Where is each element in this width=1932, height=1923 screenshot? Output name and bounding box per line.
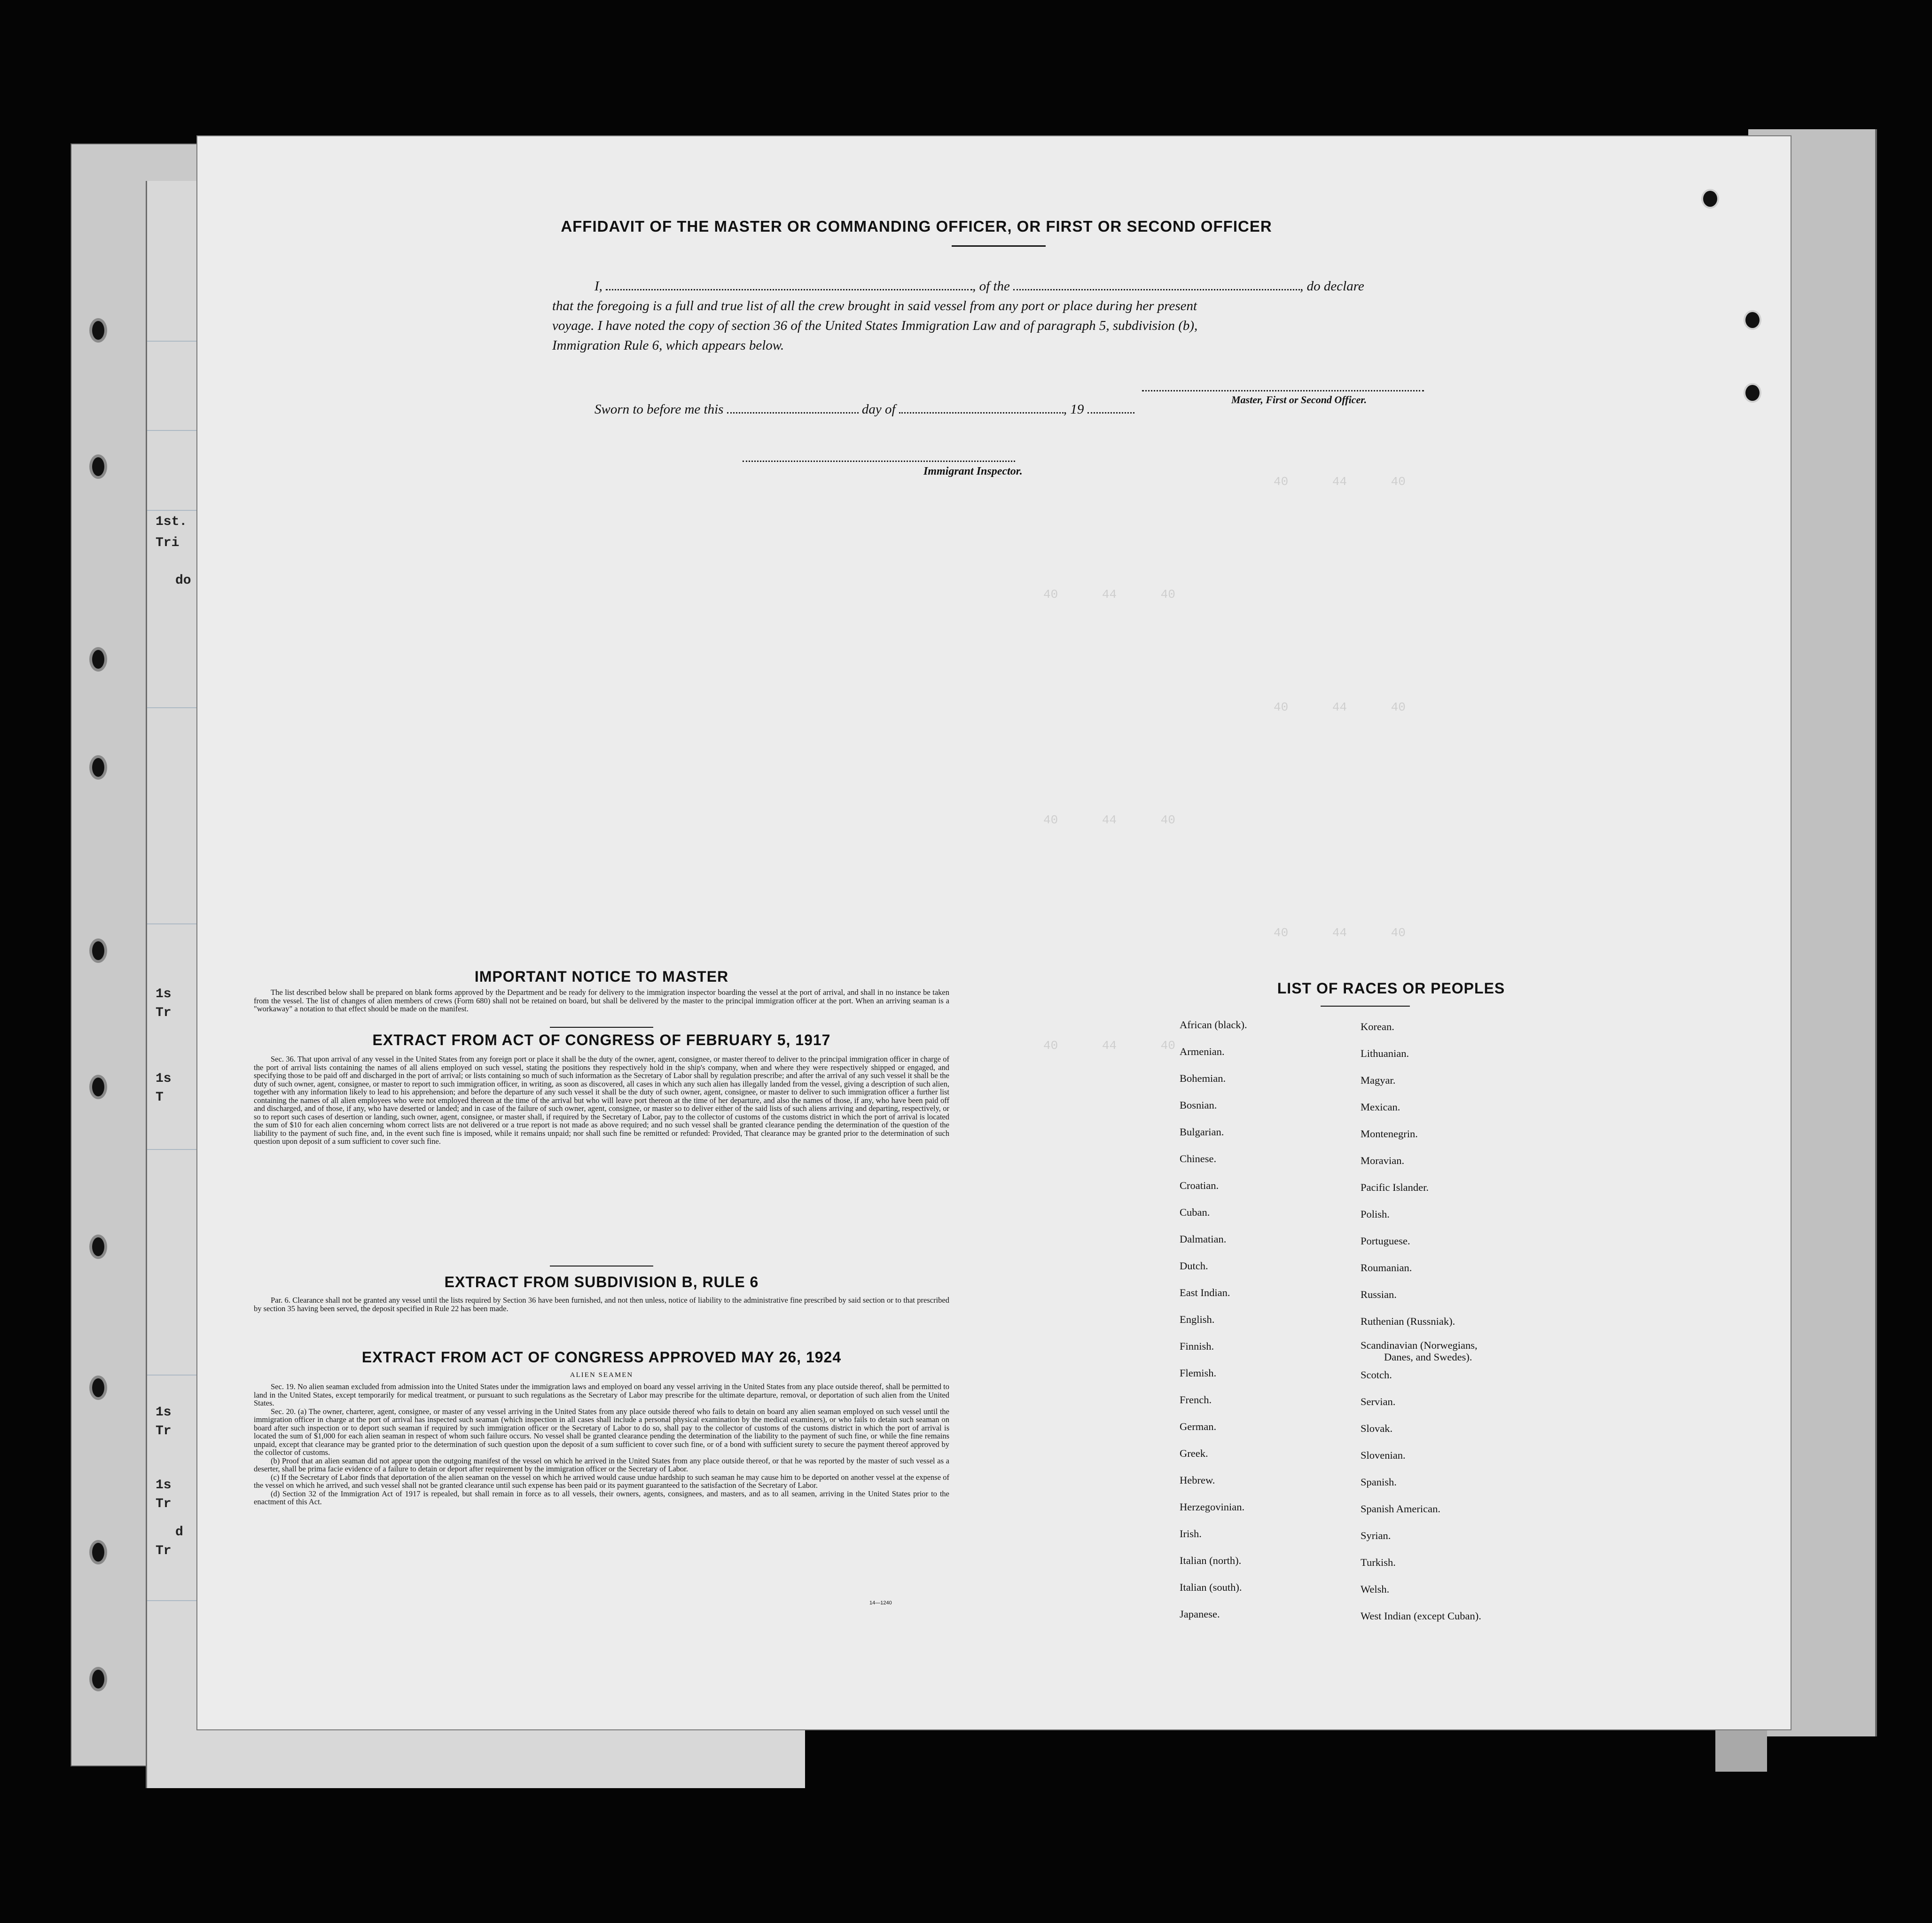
extract-rule6-paragraph: Par. 6. Clearance shall not be granted any vessel until the lists required by Section 36 have been furnished, and not then unless, notice of liability to the administrative fine prescribed by said section or to that prescribed by section 35 having been served, the deposit specified in Rule 22 has been made. [254, 1296, 949, 1313]
declaration-line-2: that the foregoing is a full and true list of all the crew brought in said vessel from any port or place during her present [552, 298, 1197, 313]
race-item: Italian (south). [1180, 1581, 1242, 1593]
notice-text [254, 988, 949, 1013]
fragment-text: do [175, 573, 191, 588]
race-item: Servian. [1361, 1396, 1396, 1407]
race-item: East Indian. [1180, 1287, 1230, 1298]
extract-1924-paragraph: Sec. 20. (a) The owner, charterer, agent, consignee, or master of any vessel arriving in the United States from any place outside thereof who fails to detain on board any alien seaman employed on such vessel until the immigration officer in charge at the port of arrival has inspected such seaman (which inspection in all cases shall include a personal physical examination by the medical examiners), or who fails to detain such seaman on board after such inspection or to deport such seaman if required by such immigration officer or the Secretary of Labor to do so, shall pay to the collector of customs of the customs district in which the port of arrival is located the sum of $1,000 for each alien seaman in respect of whom such failure occurs. No vessel shall be granted clearance pending the determination of the liability to the payment of such fine, or while the fine remains unpaid, except that clearance may be granted prior to the determination of such question upon the deposit of a sum sufficient to cover such fine, or of a bond with sufficient surety to secure the payment thereof approved by the collector of customs. [254, 1407, 949, 1457]
punch-hole [1701, 189, 1719, 209]
inspector-signature-blank[interactable] [743, 450, 1015, 462]
extract-1917-title: EXTRACT FROM ACT OF CONGRESS OF FEBRUARY 5, 1917 [372, 1032, 831, 1048]
fragment-text: 1st. [156, 515, 188, 529]
race-item: Japanese. [1180, 1608, 1220, 1620]
fragment-text: Tri [156, 536, 180, 550]
extract-1924-paragraph: (b) Proof that an alien seaman did not appear upon the outgoing manifest of the vessel on which he arrived in the United States from any place outside thereof, or that he was reported by the master of such vessel as a deserter, shall be prima facie evidence of a failure to detain or deport after requirement by the immigration officer or the Secretary of Labor. [254, 1456, 949, 1473]
extract-1917-text [254, 1055, 949, 1146]
races-title: LIST OF RACES OR PEOPLES [1277, 980, 1505, 997]
race-item: Greek. [1180, 1447, 1208, 1459]
affidavit-page [197, 136, 1791, 1729]
inspector-label: Immigrant Inspector. [923, 465, 1023, 477]
punch-hole [89, 1667, 107, 1691]
race-item: Welsh. [1361, 1583, 1390, 1595]
extract-1924-text [254, 1383, 949, 1506]
bleed-through-text: 40 44 40 [1043, 1039, 1175, 1053]
fragment-text: 1s [156, 987, 172, 1001]
declaration-i: I, [594, 279, 602, 294]
sworn-month-blank[interactable] [899, 402, 1064, 414]
form-number: 14—1240 [869, 1600, 892, 1606]
sworn-line [594, 399, 1134, 419]
race-item: Moravian. [1361, 1155, 1405, 1166]
section-rule [550, 1027, 653, 1028]
race-item: Pacific Islander. [1361, 1181, 1429, 1193]
race-item: Spanish American. [1361, 1503, 1440, 1515]
of-the-text: , of the [972, 279, 1010, 294]
race-item: Dutch. [1180, 1260, 1208, 1272]
punch-hole [89, 755, 107, 780]
extract-1924-subtitle: ALIEN SEAMEN [570, 1371, 634, 1379]
extract-1924-paragraph: Sec. 19. No alien seaman excluded from admission into the United States under the immigration laws and employed on board any vessel arriving in the United States from any place outside thereof, shall be permitted to land in the United States, except temporarily for medical treatment, or pursuant to such regulations as the Secretary of Labor may prescribe for the ultimate departure, removal, or deportation of such alien from the United States. [254, 1382, 949, 1407]
fragment-text: Tr [156, 1544, 172, 1558]
notice-paragraph: The list described below shall be prepared on blank forms approved by the Department and be ready for delivery to the immigration inspector boarding the vessel at the port of arrival, and shall in no instance be taken from the vessel. The list of changes of alien members of crews (Form 680) shall not be retained on board, but shall be delivered by the master to the principal immigration officer at the port. When an arriving seaman is a "workaway" a notation to that effect should be made on the manifest. [254, 988, 949, 1013]
punch-hole [89, 647, 107, 672]
master-signature-label: Master, First or Second Officer. [1231, 394, 1367, 406]
races-title-rule [1321, 1006, 1410, 1007]
declaration-line-3: voyage. I have noted the copy of section 36 of the United States Immigration Law and of paragraph 5, subdivision (b), [552, 318, 1198, 333]
fragment-text: d [175, 1525, 183, 1540]
race-item: Bohemian. [1180, 1072, 1226, 1084]
master-signature-blank[interactable] [1142, 380, 1424, 391]
fragment-text: T [156, 1090, 164, 1105]
race-item: Hebrew. [1180, 1474, 1215, 1486]
punch-hole [89, 1376, 107, 1400]
race-item: Korean. [1361, 1021, 1394, 1032]
declaration-line-1 [562, 276, 1364, 296]
sworn-day-of: day of [861, 402, 896, 417]
race-item: Scandinavian (Norwegians, [1361, 1339, 1478, 1351]
extract-1924-paragraph: (c) If the Secretary of Labor finds that deportation of the alien seaman on the vessel on which he arrived would cause undue hardship to such seaman he may cause him to be deported on another vessel at the expense of the vessel on which he arrived, and such vessel shall not be granted clearance until such expense has been paid or its payment guaranteed to the satisfaction of the Secretary of Labor. [254, 1472, 949, 1490]
race-item: Chinese. [1180, 1153, 1217, 1165]
race-item: Montenegrin. [1361, 1128, 1418, 1140]
extract-rule6-title: EXTRACT FROM SUBDIVISION B, RULE 6 [444, 1274, 759, 1290]
race-item: Russian. [1361, 1289, 1397, 1300]
bleed-through-text: 40 44 40 [1274, 475, 1406, 489]
punch-hole [1744, 383, 1761, 403]
fragment-text: Tr [156, 1497, 172, 1511]
fragment-text: 1s [156, 1071, 172, 1086]
bleed-through-text: 40 44 40 [1274, 926, 1406, 940]
race-item: Mexican. [1361, 1101, 1400, 1113]
extract-1924-paragraph: (d) Section 32 of the Immigration Act of 1917 is repealed, but shall remain in force as to all vessels, their owners, agents, consignees, and masters, and as to all seamen, arriving in the United States prior to the enactment of this Act. [254, 1489, 949, 1506]
affidavit-title: AFFIDAVIT OF THE MASTER OR COMMANDING OFFICER, OR FIRST OR SECOND OFFICER [561, 218, 1272, 235]
race-item: Ruthenian (Russniak). [1361, 1315, 1455, 1327]
punch-hole [89, 938, 107, 963]
punch-hole [89, 454, 107, 479]
race-item: Irish. [1180, 1528, 1202, 1540]
race-item: Dalmatian. [1180, 1233, 1227, 1245]
race-item: English. [1180, 1313, 1215, 1325]
race-item: Slovak. [1361, 1423, 1393, 1434]
race-item: Lithuanian. [1361, 1047, 1409, 1059]
race-item: Bosnian. [1180, 1099, 1217, 1111]
race-item: Italian (north). [1180, 1555, 1242, 1566]
sworn-year: , 19 [1063, 402, 1084, 417]
name-blank[interactable] [606, 279, 972, 290]
race-item: Portuguese. [1361, 1235, 1410, 1247]
race-item: West Indian (except Cuban). [1361, 1610, 1481, 1622]
race-item: Polish. [1361, 1208, 1390, 1220]
race-item: Roumanian. [1361, 1262, 1412, 1274]
race-item-continued: Danes, and Swedes). [1384, 1351, 1472, 1363]
race-item: Spanish. [1361, 1476, 1397, 1488]
race-item: French. [1180, 1394, 1212, 1406]
race-item: African (black). [1180, 1019, 1247, 1031]
declaration-line-4: Immigration Rule 6, which appears below. [552, 338, 784, 353]
fragment-text: Tr [156, 1424, 172, 1438]
race-item: Syrian. [1361, 1530, 1391, 1541]
extract-1917-paragraph: Sec. 36. That upon arrival of any vessel in the United States from any foreign port or place it shall be the duty of the owner, agent, consignee, or master thereof to deliver to the principal immigration officer in charge of the port of arrival lists containing the names of all aliens employed on such vessel, stating the positions they respectively hold in the ship's company, when and where they were respectively shipped or engaged, and specifying those to be paid off and discharged in the port of arrival; or lists containing so much of such information as the Secretary of Labor shall by regulation prescribe; and after the arrival of any such vessel it shall be the duty of such owner, agent, consignee, or master to report to such immigration officer, in writing, as soon as discovered, all cases in which any such alien has illegally landed from the vessel, giving a description of such alien, together with any information likely to lead to his apprehension; and before the departure of any such vessel it shall be the duty of such owner, agent, consignee, or master to deliver to such immigration officer a further list containing the names of all alien employees who were not employed thereon at the time of the arrival but who will leave port thereon at the time of her departure, and also the names of those, if any, who have been paid off and discharged, and of those, if any, who have deserted or landed; and in case of the failure of such owner, agent, consignee, or master so to deliver either of the said lists of such aliens arriving and departing, respectively, or so to report such cases of desertion or landing, such owner, agent, consignee, or master shall, if required by the Secretary of Labor, pay to the collector of customs of the customs district in which the port of arrival is located the sum of $10 for each alien concerning whom correct lists are not delivered or a true report is not made as above required; and no such vessel shall be granted clearance pending the determination of the question of the liability to the payment of such fine, and, in the event such fine is imposed, while it remains unpaid; nor shall such fine be remitted or refunded: Provided, That clearance may be granted prior to the determination of such question upon deposit of a sum sufficient to cover such fine. [254, 1055, 949, 1146]
sworn-date-blank[interactable] [727, 402, 859, 414]
race-item: Croatian. [1180, 1180, 1219, 1191]
fragment-text: 1s [156, 1405, 172, 1420]
race-item: Turkish. [1361, 1556, 1396, 1568]
race-item: Flemish. [1180, 1367, 1217, 1379]
race-item: Scotch. [1361, 1369, 1392, 1381]
extract-rule6-text [254, 1296, 949, 1313]
fragment-text: 1s [156, 1478, 172, 1493]
extract-1924-title: EXTRACT FROM ACT OF CONGRESS APPROVED MAY 26, 1924 [361, 1349, 842, 1366]
notice-title: IMPORTANT NOTICE TO MASTER [474, 968, 729, 985]
punch-hole [89, 1540, 107, 1564]
race-item: Cuban. [1180, 1206, 1210, 1218]
title-rule [952, 245, 1046, 247]
punch-hole [89, 1075, 107, 1099]
bleed-through-text: 40 44 40 [1043, 587, 1175, 602]
punch-hole [1744, 310, 1761, 330]
vessel-blank[interactable] [1013, 279, 1300, 290]
race-item: Herzegovinian. [1180, 1501, 1245, 1513]
fragment-text: Tr [156, 1006, 172, 1020]
race-item: Bulgarian. [1180, 1126, 1224, 1138]
bleed-through-text: 40 44 40 [1274, 700, 1406, 714]
race-item: Slovenian. [1361, 1449, 1406, 1461]
punch-hole [89, 1235, 107, 1259]
bleed-through-text: 40 44 40 [1043, 813, 1175, 827]
race-item: Finnish. [1180, 1340, 1214, 1352]
punch-hole [89, 318, 107, 343]
do-declare-text: , do declare [1300, 279, 1364, 294]
sworn-year-blank[interactable] [1087, 402, 1134, 414]
race-item: German. [1180, 1421, 1217, 1432]
sworn-prefix: Sworn to before me this [594, 402, 724, 417]
race-item: Magyar. [1361, 1074, 1396, 1086]
race-item: Armenian. [1180, 1046, 1225, 1057]
